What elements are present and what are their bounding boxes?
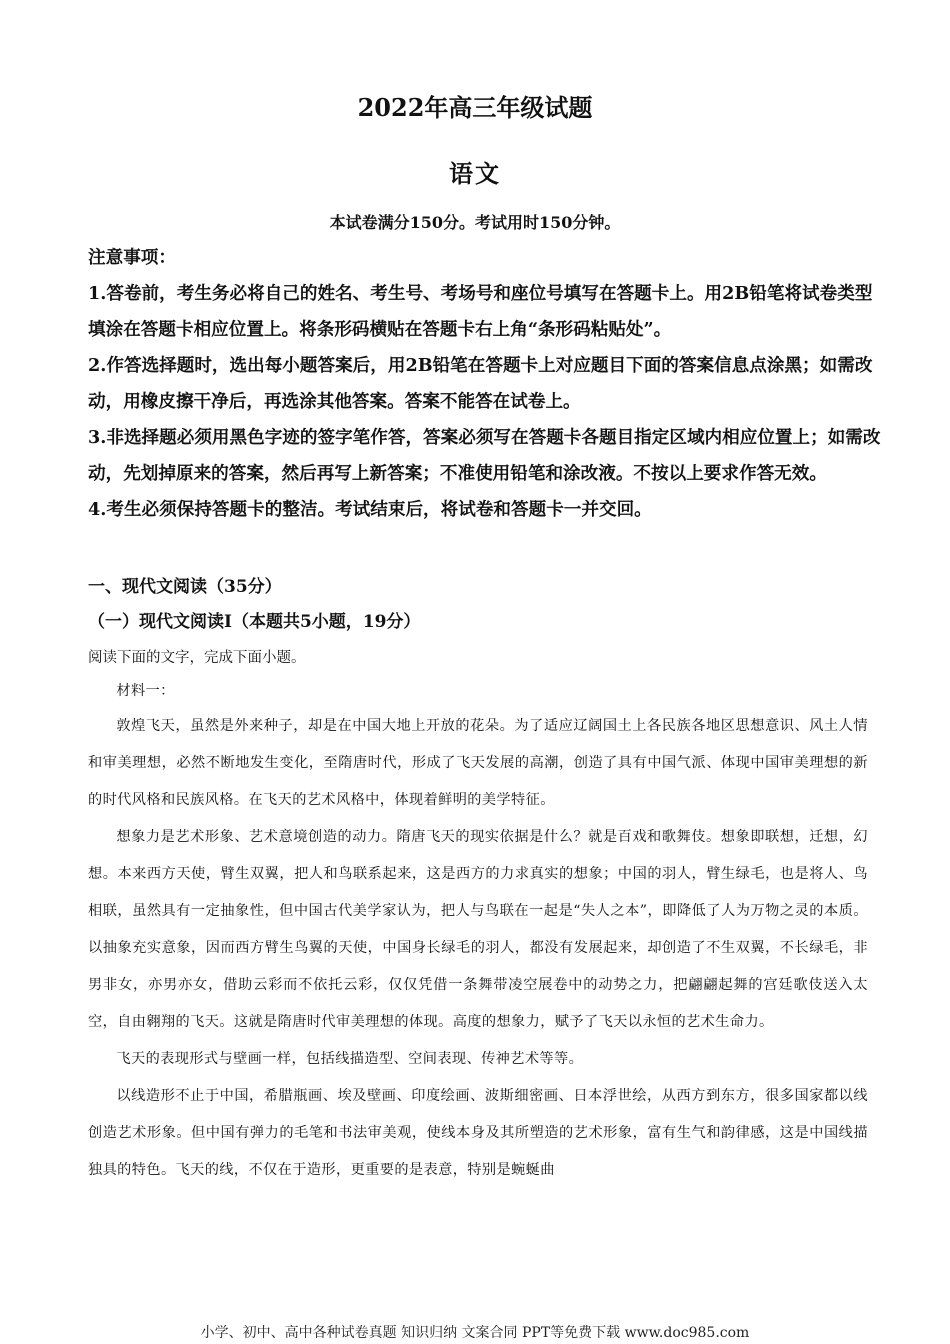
reading-passage xyxy=(88,680,868,1189)
subject-title: 语文 xyxy=(449,159,501,188)
page-footer: 小学、初中、高中各种试卷真题 知识归纳 文案合同 PPT等免费下载 www.doc985.com xyxy=(200,1325,750,1341)
material-label: 材料一： xyxy=(116,683,175,699)
part-title: 一、现代文阅读（35分） xyxy=(88,577,282,597)
passage-paragraph: 敦煌飞天，虽然是外来种子，却是在中国大地上开放的花朵。为了适应辽阔国土上各民族各地区思想意识、风土人情和审美理想，必然不断地发生变化，至隋唐时代，形成了飞天发展的高潮，创造了具有中国气派、体现中国审美理想的新的时代风格和民族风格。在飞天的艺术风格中，体现着鲜明的美学特征。 xyxy=(88,718,868,808)
exam-notes xyxy=(88,240,888,528)
passage-paragraph: 以线造形不止于中国，希腊瓶画、埃及壁画、印度绘画、波斯细密画、日本浮世绘，从西方到东方，很多国家都以线创造艺术形象。但中国有弹力的毛笔和书法审美观，使线本身及其所塑造的艺术形象，富有生气和韵律感，这是中国线描独具的特色。飞天的线，不仅在于造形，更重要的是表意，特别是蜿蜒曲 xyxy=(88,1088,868,1178)
score-note: 本试卷满分150分。考试用时150分钟。 xyxy=(329,213,621,232)
passage-paragraph: 飞天的表现形式与壁画一样，包括线描造型、空间表现、传神艺术等等。 xyxy=(116,1051,584,1067)
passage-paragraph: 想象力是艺术形象、艺术意境创造的动力。隋唐飞天的现实依据是什么？就是百戏和歌舞伎。想象即联想，迁想，幻想。本来西方天使，臂生双翼，把人和鸟联系起来，这是西方的力求真实的想象；中国的羽人，臂生绿毛，也是将人、鸟相联，虽然具有一定抽象性，但中国古代美学家认为，把人与鸟联在一起是“失人之本”，即降低了人为万物之灵的本质。以抽象充实意象，因而西方臂生鸟翼的天使，中国身长绿毛的羽人，都没有发展起来，却创造了不生双翼，不长绿毛，非男非女，亦男亦女，借助云彩而不依托云彩，仅仅凭借一条舞带凌空展卷中的动势之力，把翩翩起舞的宫廷歌伎送入太空，自由翱翔的飞天。这就是隋唐时代审美理想的体现。高度的想象力，赋予了飞天以永恒的艺术生命力。 xyxy=(88,829,868,1030)
exam-title: 2022年高三年级试题 xyxy=(357,93,593,122)
notes-heading: 注意事项： xyxy=(88,247,176,268)
note-item: 4.考生必须保持答题卡的整洁。考试结束后，将试卷和答题卡一并交回。 xyxy=(88,499,652,520)
note-item: 2.作答选择题时，选出每小题答案后，用2B铅笔在答题卡上对应题目下面的答案信息点涂黑；如需改动，用橡皮擦干净后，再选涂其他答案。答案不能答在试卷上。 xyxy=(88,355,873,412)
reading-instruction: 阅读下面的文字，完成下面小题。 xyxy=(88,650,306,666)
note-item: 3.非选择题必须用黑色字迹的签字笔作答，答案必须写在答题卡各题目指定区域内相应位置上；如需改动，先划掉原来的答案，然后再写上新答案；不准使用铅笔和涂改液。不按以上要求作答无效。 xyxy=(88,427,881,484)
sub-section-title: （一）现代文阅读Ⅰ（本题共5小题，19分） xyxy=(88,612,421,632)
note-item: 1.答卷前，考生务必将自己的姓名、考生号、考场号和座位号填写在答题卡上。用2B铅笔将试卷类型填涂在答题卡相应位置上。将条形码横贴在答题卡右上角“条形码粘贴处”。 xyxy=(88,283,873,340)
